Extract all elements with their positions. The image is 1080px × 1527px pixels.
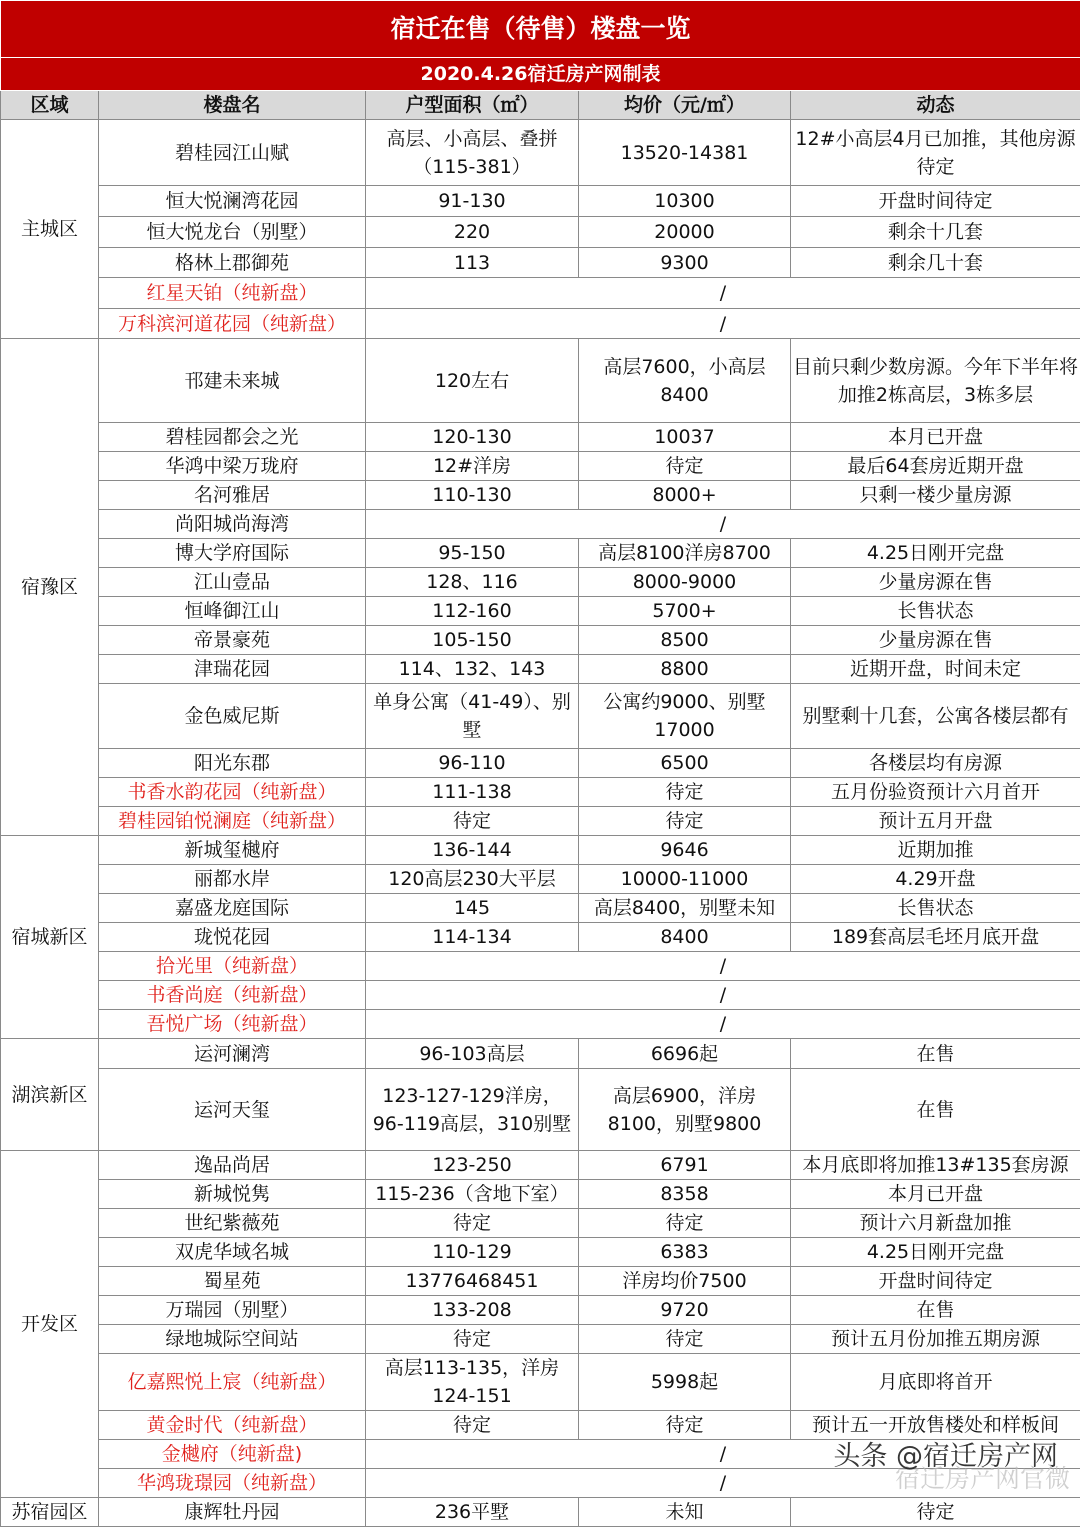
area-cell: 145 [366, 894, 579, 923]
area-cell: 114-134 [366, 923, 579, 952]
status-cell: 近期加推 [791, 836, 1080, 865]
price-cell: 待定 [579, 1209, 791, 1238]
price-cell: 高层6900，洋房8100，别墅9800 [579, 1069, 791, 1151]
price-cell: 8800 [579, 655, 791, 684]
area-cell: 12#洋房 [366, 452, 579, 481]
table-subtitle: 2020.4.26宿迁房产网制表 [1, 58, 1080, 91]
status-cell: 在售 [791, 1069, 1080, 1151]
status-cell: 本月已开盘 [791, 423, 1080, 452]
property-name: 蜀星苑 [99, 1267, 366, 1296]
price-cell: 高层7600，小高层8400 [579, 339, 791, 423]
table-row [1, 1238, 1080, 1267]
toutiao-watermark: 头条 @宿迁房产网 [833, 1434, 1058, 1473]
price-cell: 8358 [579, 1180, 791, 1209]
price-cell: 9720 [579, 1296, 791, 1325]
table-row [1, 278, 1080, 309]
price-cell: 5700+ [579, 597, 791, 626]
property-name: 运河澜湾 [99, 1039, 366, 1069]
property-name: 书香水韵花园（纯新盘） [99, 778, 366, 807]
table-row [1, 339, 1080, 423]
table-row [1, 952, 1080, 981]
table-row [1, 1209, 1080, 1238]
table-row [1, 1069, 1080, 1151]
price-cell: 20000 [579, 217, 791, 248]
area-cell: 133-208 [366, 1296, 579, 1325]
property-name: 万科滨河道花园（纯新盘） [99, 309, 366, 339]
region-cell: 苏宿园区 [1, 1498, 99, 1527]
region-cell: 开发区 [1, 1151, 99, 1498]
area-cell: 112-160 [366, 597, 579, 626]
property-name: 亿嘉熙悦上宸（纯新盘） [99, 1354, 366, 1411]
merged-empty-cell: / [366, 309, 1080, 339]
status-cell: 待定 [791, 1498, 1080, 1527]
header-area: 户型面积（㎡） [366, 91, 579, 120]
status-cell: 别墅剩十几套，公寓各楼层都有 [791, 684, 1080, 749]
area-cell: 待定 [366, 1411, 579, 1440]
region-cell: 湖滨新区 [1, 1039, 99, 1151]
property-name: 津瑞花园 [99, 655, 366, 684]
area-cell: 13776468451 [366, 1267, 579, 1296]
property-name: 吾悦广场（纯新盘） [99, 1010, 366, 1039]
region-cell: 宿豫区 [1, 339, 99, 836]
price-cell: 8000-9000 [579, 568, 791, 597]
price-cell: 待定 [579, 452, 791, 481]
price-cell: 10300 [579, 186, 791, 217]
table-row [1, 452, 1080, 481]
price-cell: 8500 [579, 626, 791, 655]
price-cell: 6500 [579, 749, 791, 778]
table-row [1, 778, 1080, 807]
table-row [1, 655, 1080, 684]
area-cell: 105-150 [366, 626, 579, 655]
area-cell: 110-129 [366, 1238, 579, 1267]
price-cell: 9646 [579, 836, 791, 865]
status-cell: 189套高层毛坯月底开盘 [791, 923, 1080, 952]
area-cell: 115-236（含地下室） [366, 1180, 579, 1209]
property-name: 江山壹品 [99, 568, 366, 597]
header-price: 均价（元/㎡） [579, 91, 791, 120]
status-cell: 预计五一开放售楼处和样板间 [791, 1411, 1080, 1440]
status-cell: 长售状态 [791, 597, 1080, 626]
property-name: 金色威尼斯 [99, 684, 366, 749]
property-name: 碧桂园铂悦澜庭（纯新盘） [99, 807, 366, 836]
table-row [1, 539, 1080, 568]
status-cell: 预计五月开盘 [791, 807, 1080, 836]
price-cell: 高层8400，别墅未知 [579, 894, 791, 923]
merged-empty-cell: / [366, 510, 1080, 539]
area-cell: 123-250 [366, 1151, 579, 1180]
status-cell: 在售 [791, 1296, 1080, 1325]
property-name: 红星天铂（纯新盘） [99, 278, 366, 309]
area-cell: 120左右 [366, 339, 579, 423]
status-cell: 目前只剩少数房源。今年下半年将加推2栋高层，3栋多层 [791, 339, 1080, 423]
status-cell: 剩余几十套 [791, 248, 1080, 278]
property-name: 新城悦隽 [99, 1180, 366, 1209]
price-cell: 待定 [579, 778, 791, 807]
region-cell: 宿城新区 [1, 836, 99, 1039]
status-cell: 剩余十几套 [791, 217, 1080, 248]
status-cell: 少量房源在售 [791, 568, 1080, 597]
weibo-watermark: 宿迁房产网官微 [895, 1459, 1070, 1495]
status-cell: 4.25日刚开完盘 [791, 539, 1080, 568]
merged-empty-cell: / [366, 278, 1080, 309]
merged-empty-cell: / [366, 1440, 1080, 1469]
status-cell: 近期开盘，时间未定 [791, 655, 1080, 684]
area-cell: 单身公寓（41-49）、别墅 [366, 684, 579, 749]
header-region: 区域 [1, 91, 99, 120]
table-row [1, 597, 1080, 626]
area-cell: 136-144 [366, 836, 579, 865]
price-cell: 6383 [579, 1238, 791, 1267]
status-cell: 在售 [791, 1039, 1080, 1069]
table-row [1, 749, 1080, 778]
status-cell: 预计五月份加推五期房源 [791, 1325, 1080, 1354]
table-row [1, 1180, 1080, 1209]
property-name: 格林上郡御苑 [99, 248, 366, 278]
price-cell: 5998起 [579, 1354, 791, 1411]
area-cell: 待定 [366, 1209, 579, 1238]
price-cell: 6791 [579, 1151, 791, 1180]
property-name: 邗建未来城 [99, 339, 366, 423]
price-cell: 13520-14381 [579, 120, 791, 186]
table-row [1, 568, 1080, 597]
table-row [1, 684, 1080, 749]
status-cell: 各楼层均有房源 [791, 749, 1080, 778]
area-cell: 110-130 [366, 481, 579, 510]
price-cell: 公寓约9000、别墅17000 [579, 684, 791, 749]
status-cell: 开盘时间待定 [791, 186, 1080, 217]
table-row [1, 626, 1080, 655]
price-cell: 高层8100洋房8700 [579, 539, 791, 568]
table-row [1, 1267, 1080, 1296]
status-cell: 五月份验资预计六月首开 [791, 778, 1080, 807]
area-cell: 114、132、143 [366, 655, 579, 684]
price-cell: 10000-11000 [579, 865, 791, 894]
table-row [1, 1498, 1080, 1527]
table-row [1, 423, 1080, 452]
table-title: 宿迁在售（待售）楼盘一览 [1, 1, 1080, 58]
price-cell: 8000+ [579, 481, 791, 510]
property-name: 丽都水岸 [99, 865, 366, 894]
table-row [1, 923, 1080, 952]
header-status: 动态 [791, 91, 1080, 120]
merged-empty-cell: / [366, 981, 1080, 1010]
price-cell: 待定 [579, 1325, 791, 1354]
table-row [1, 248, 1080, 278]
table-row [1, 1151, 1080, 1180]
property-name: 碧桂园都会之光 [99, 423, 366, 452]
area-cell: 91-130 [366, 186, 579, 217]
property-name: 运河天玺 [99, 1069, 366, 1151]
property-name: 逸品尚居 [99, 1151, 366, 1180]
property-name: 尚阳城尚海湾 [99, 510, 366, 539]
price-cell: 未知 [579, 1498, 791, 1527]
price-cell: 10037 [579, 423, 791, 452]
merged-empty-cell: / [366, 1469, 1080, 1498]
area-cell: 111-138 [366, 778, 579, 807]
area-cell: 96-110 [366, 749, 579, 778]
status-cell: 12#小高层4月已加推，其他房源待定 [791, 120, 1080, 186]
area-cell: 220 [366, 217, 579, 248]
property-name: 世纪紫薇苑 [99, 1209, 366, 1238]
property-name: 新城玺樾府 [99, 836, 366, 865]
table-row [1, 1010, 1080, 1039]
status-cell: 4.25日刚开完盘 [791, 1238, 1080, 1267]
price-cell: 9300 [579, 248, 791, 278]
price-cell: 8400 [579, 923, 791, 952]
status-cell: 最后64套房近期开盘 [791, 452, 1080, 481]
area-cell: 236平墅 [366, 1498, 579, 1527]
area-cell: 96-103高层 [366, 1039, 579, 1069]
area-cell: 高层、小高层、叠拼（115-381） [366, 120, 579, 186]
region-cell: 主城区 [1, 120, 99, 339]
area-cell: 待定 [366, 1325, 579, 1354]
price-cell: 洋房均价7500 [579, 1267, 791, 1296]
status-cell: 月底即将首开 [791, 1354, 1080, 1411]
table-row [1, 836, 1080, 865]
table-row [1, 981, 1080, 1010]
area-cell: 120高层230大平层 [366, 865, 579, 894]
status-cell: 预计六月新盘加推 [791, 1209, 1080, 1238]
price-cell: 待定 [579, 807, 791, 836]
header-name: 楼盘名 [99, 91, 366, 120]
table-row [1, 1296, 1080, 1325]
table-row [1, 120, 1080, 186]
property-name: 博大学府国际 [99, 539, 366, 568]
area-cell: 120-130 [366, 423, 579, 452]
property-name: 万瑞园（别墅） [99, 1296, 366, 1325]
property-name: 绿地城际空间站 [99, 1325, 366, 1354]
property-name: 珑悦花园 [99, 923, 366, 952]
area-cell: 95-150 [366, 539, 579, 568]
property-name: 康辉牡丹园 [99, 1498, 366, 1527]
table-row [1, 217, 1080, 248]
property-name: 恒大悦澜湾花园 [99, 186, 366, 217]
table-row [1, 186, 1080, 217]
property-name: 帝景豪苑 [99, 626, 366, 655]
table-row [1, 309, 1080, 339]
property-name: 恒大悦龙台（别墅） [99, 217, 366, 248]
status-cell: 只剩一楼少量房源 [791, 481, 1080, 510]
price-cell: 待定 [579, 1411, 791, 1440]
table-row [1, 894, 1080, 923]
area-cell: 123-127-129洋房，96-119高层，310别墅 [366, 1069, 579, 1151]
property-name: 金樾府（纯新盘) [99, 1440, 366, 1469]
property-name: 黄金时代（纯新盘） [99, 1411, 366, 1440]
property-name: 碧桂园江山赋 [99, 120, 366, 186]
status-cell: 本月底即将加推13#135套房源 [791, 1151, 1080, 1180]
area-cell: 待定 [366, 807, 579, 836]
table-row [1, 807, 1080, 836]
property-name: 华鸿中梁万珑府 [99, 452, 366, 481]
status-cell: 少量房源在售 [791, 626, 1080, 655]
status-cell: 长售状态 [791, 894, 1080, 923]
table-row [1, 1325, 1080, 1354]
property-name: 双虎华域名城 [99, 1238, 366, 1267]
property-name: 华鸿珑璟园（纯新盘） [99, 1469, 366, 1498]
property-name: 名河雅居 [99, 481, 366, 510]
property-name: 恒峰御江山 [99, 597, 366, 626]
merged-empty-cell: / [366, 1010, 1080, 1039]
table-row [1, 1354, 1080, 1411]
property-name: 阳光东郡 [99, 749, 366, 778]
area-cell: 113 [366, 248, 579, 278]
table-row [1, 481, 1080, 510]
table-row [1, 510, 1080, 539]
property-name: 书香尚庭（纯新盘） [99, 981, 366, 1010]
status-cell: 本月已开盘 [791, 1180, 1080, 1209]
status-cell: 开盘时间待定 [791, 1267, 1080, 1296]
property-name: 拾光里（纯新盘） [99, 952, 366, 981]
area-cell: 高层113-135，洋房124-151 [366, 1354, 579, 1411]
table-row [1, 865, 1080, 894]
area-cell: 128、116 [366, 568, 579, 597]
table-row [1, 1039, 1080, 1069]
merged-empty-cell: / [366, 952, 1080, 981]
status-cell: 4.29开盘 [791, 865, 1080, 894]
property-name: 嘉盛龙庭国际 [99, 894, 366, 923]
price-cell: 6696起 [579, 1039, 791, 1069]
